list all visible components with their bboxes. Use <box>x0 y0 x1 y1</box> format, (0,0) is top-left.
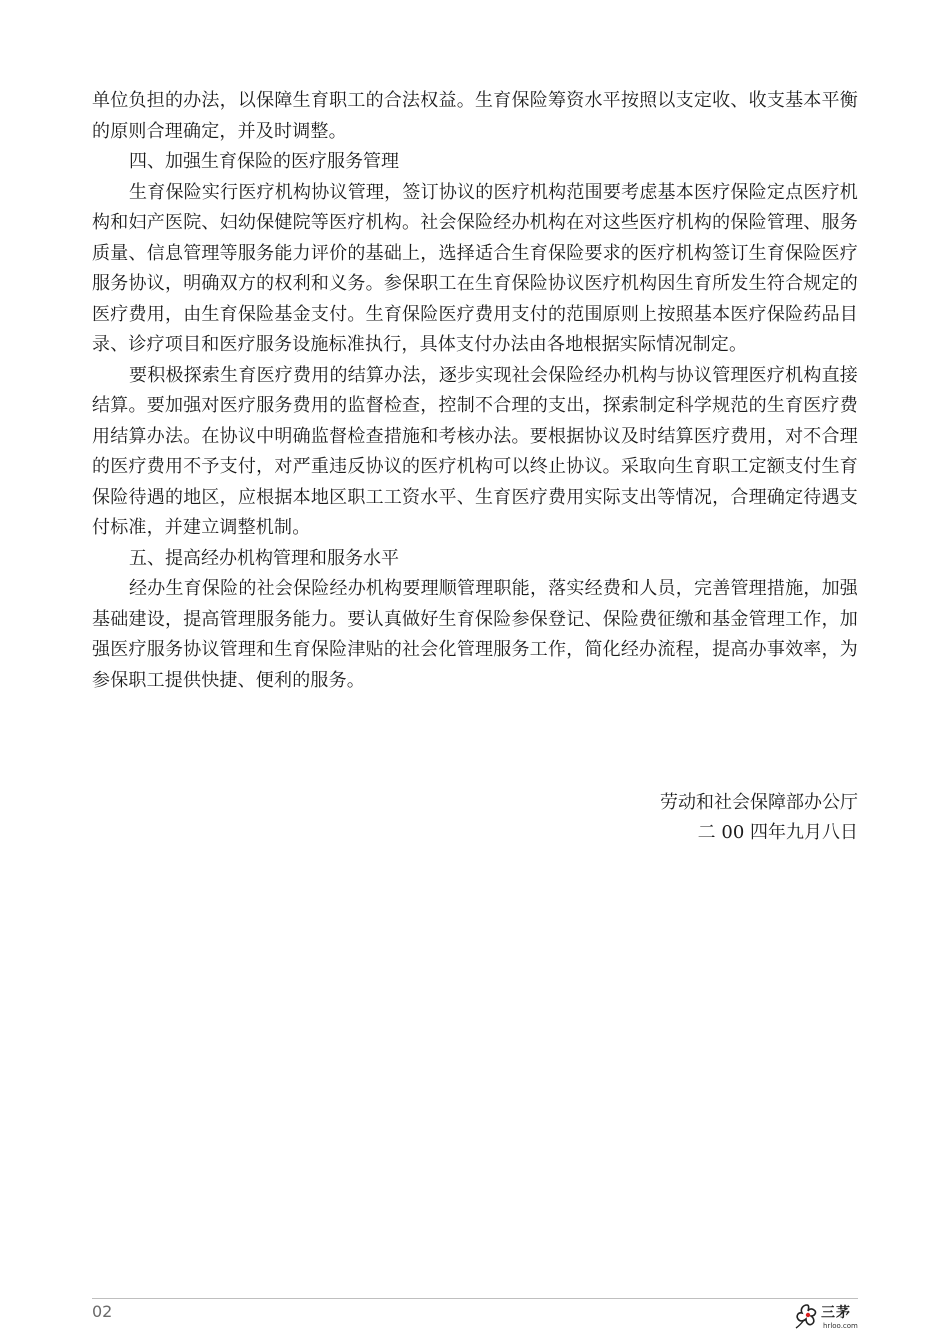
paragraph-service-level: 经办生育保险的社会保险经办机构要理顺管理职能，落实经费和人员，完善管理措施，加强基础建设，提高管理服务能力。要认真做好生育保险参保登记、保险费征缴和基金管理工作，加强医疗服务协议管理和生育保险津贴的社会化管理服务工作，简化经办流程，提高办事效率，为参保职工提供快捷、便利的服务。 <box>92 578 858 691</box>
signature-date: 二 00 四年九月八日 <box>697 822 858 843</box>
footer-divider <box>92 1298 858 1299</box>
paragraph-continuation: 单位负担的办法，以保障生育职工的合法权益。生育保险筹资水平按照以支定收、收支基本平衡的原则合理确定，并及时调整。 <box>92 90 858 142</box>
flower-logo-icon <box>794 1302 820 1330</box>
logo-title: 三茅 <box>821 1305 851 1321</box>
logo-url: hrloo.com <box>823 1322 858 1330</box>
footer-logo <box>794 1302 864 1336</box>
paragraph-settlement: 要积极探索生育医疗费用的结算办法，逐步实现社会保险经办机构与协议管理医疗机构直接结算。要加强对医疗服务费用的监督检查，控制不合理的支出，探索制定科学规范的生育医疗费用结算办法。在协议中明确监督检查措施和考核办法。要根据协议及时结算医疗费用，对不合理的医疗费用不予支付，对严重违反协议的医疗机构可以终止协议。采取向生育职工定额支付生育保险待遇的地区，应根据本地区职工工资水平、生育医疗费用实际支出等情况，合理确定待遇支付标准，并建立调整机制。 <box>92 364 858 538</box>
signature-organization: 劳动和社会保障部办公厅 <box>660 792 858 813</box>
section-heading-4: 四、加强生育保险的医疗服务管理 <box>129 151 399 172</box>
page-number: 02 <box>92 1302 113 1321</box>
document-body <box>92 86 858 696</box>
paragraph-medical-agreement: 生育保险实行医疗机构协议管理，签订协议的医疗机构范围要考虑基本医疗保险定点医疗机构和妇产医院、妇幼保健院等医疗机构。社会保险经办机构在对这些医疗机构的保险管理、服务质量、信息管理等服务能力评价的基础上，选择适合生育保险要求的医疗机构签订生育保险医疗服务协议，明确双方的权利和义务。参保职工在生育保险协议医疗机构因生育所发生符合规定的医疗费用，由生育保险基金支付。生育保险医疗费用支付的范围原则上按照基本医疗保险药品目录、诊疗项目和医疗服务设施标准执行，具体支付办法由各地根据实际情况制定。 <box>92 181 858 355</box>
section-heading-5: 五、提高经办机构管理和服务水平 <box>129 547 399 569</box>
